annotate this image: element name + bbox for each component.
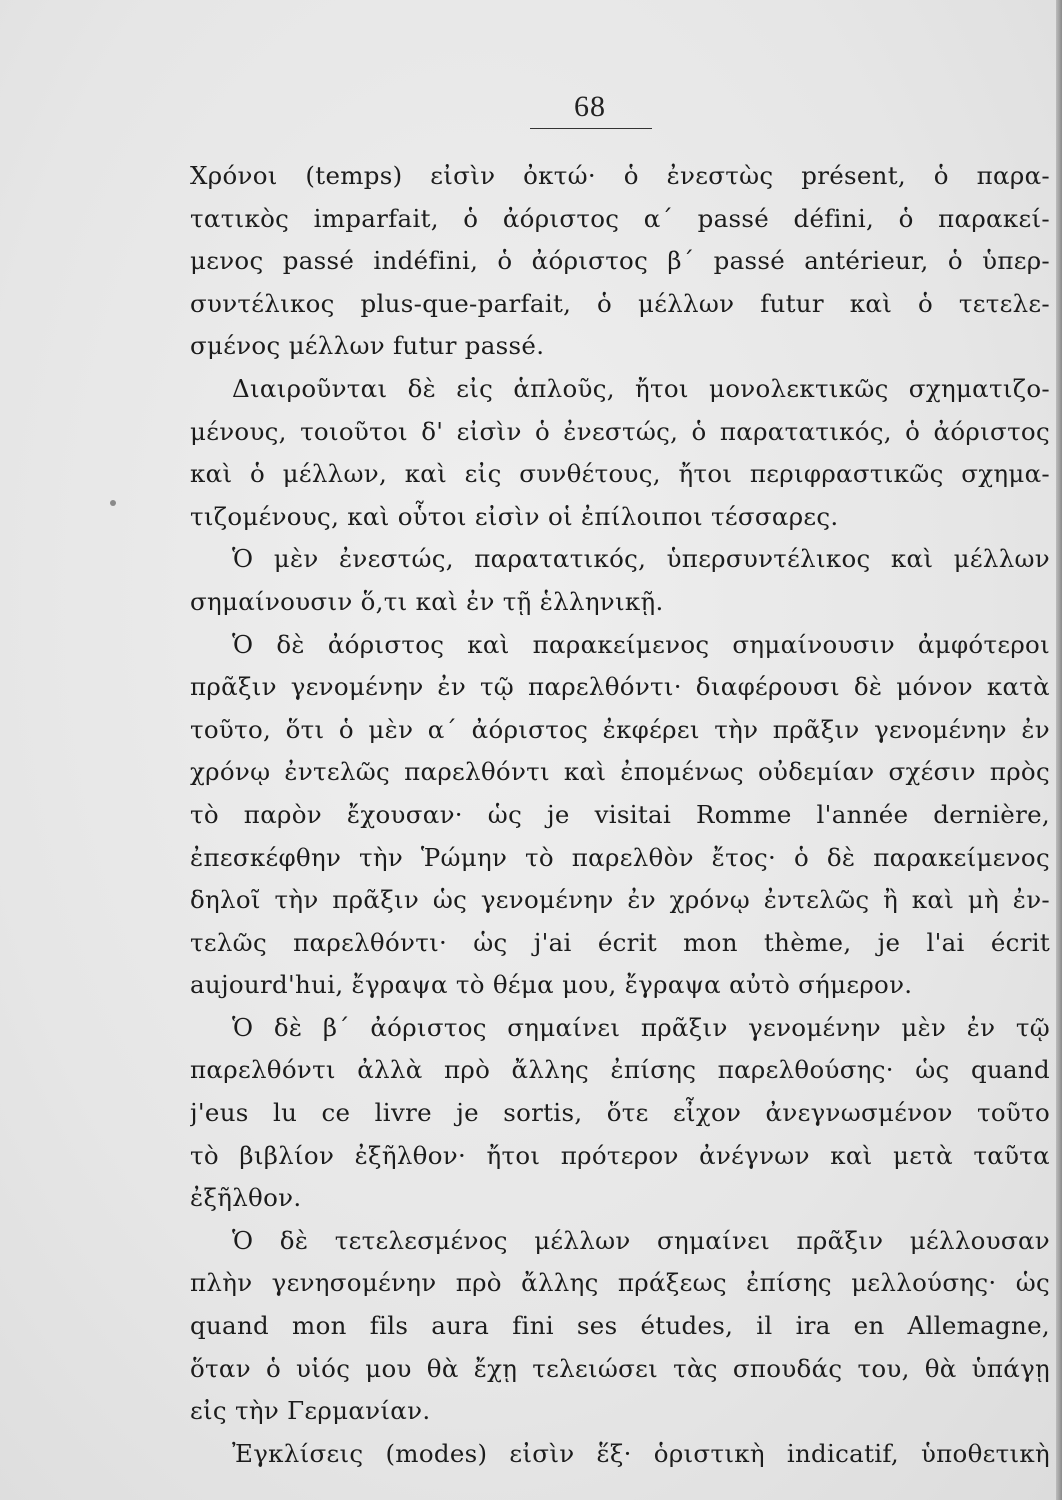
text-line: Διαιροῦνται δὲ εἰς ἁπλοῦς, ἤτοι μονολεκτικῶς σχηματιζο- — [232, 373, 1050, 403]
text-line: συντέλικος plus-que-parfait, ὁ μέλλων futur καὶ ὁ τετελε- — [190, 288, 1050, 318]
text-line: Ἐγκλίσεις (modes) εἰσὶν ἕξ· ὁριστικὴ indicatif, ὑποθετικὴ — [232, 1438, 1050, 1468]
text-line: aujourd'hui, ἔγραψα τὸ θέμα μου, ἔγραψα αὐτὸ σήμερον. — [190, 970, 913, 1000]
text-line: τὸ βιβλίον ἐξῆλθον· ἤτοι πρότερον ἀνέγνων καὶ μετὰ ταῦτα — [190, 1140, 1050, 1170]
text-line: τὸ παρὸν ἔχουσαν· ὡς je visitai Romme l'année dernière, — [190, 799, 1050, 829]
text-line: πλὴν γενησομένην πρὸ ἄλλης πράξεως ἐπίσης μελλούσης· ὡς — [190, 1268, 1050, 1298]
text-line: τατικὸς imparfait, ὁ ἀόριστος α΄ passé défini, ὁ παρακεί- — [190, 203, 1050, 233]
text-line: εἰς τὴν Γερμανίαν. — [190, 1396, 431, 1426]
text-line: Ὁ μὲν ἐνεστώς, παρατατικός, ὑπερσυντέλικος καὶ μέλλων — [232, 544, 1050, 574]
text-line: πρᾶξιν γενομένην ἐν τῷ παρελθόντι· διαφέρουσι δὲ μόνον κατὰ — [190, 672, 1050, 702]
text-line: ἐξῆλθον. — [190, 1183, 302, 1213]
text-line: ἐπεσκέφθην τὴν Ῥώμην τὸ παρελθὸν ἔτος· ὁ δὲ παρακείμενος — [190, 842, 1050, 872]
text-line: παρελθόντι ἀλλὰ πρὸ ἄλλης ἐπίσης παρελθούσης· ὡς quand — [190, 1055, 1050, 1085]
ink-spot — [110, 500, 116, 506]
text-line: j'eus lu ce livre je sortis, ὅτε εἶχον ἀνεγνωσμένον τοῦτο — [190, 1098, 1050, 1128]
text-line: σημαίνουσιν ὅ,τι καὶ ἐν τῇ ἑλληνικῇ. — [190, 586, 664, 616]
page-number: 68 — [574, 90, 606, 123]
text-line: Ὁ δὲ τετελεσμένος μέλλων σημαίνει πρᾶξιν μέλλουσαν — [232, 1225, 1050, 1255]
text-line: δηλοῖ τὴν πρᾶξιν ὡς γενομένην ἐν χρόνῳ ἐντελῶς ἢ καὶ μὴ ἐν- — [190, 885, 1050, 915]
text-line: Χρόνοι (temps) εἰσὶν ὀκτώ· ὁ ἐνεστὼς présent, ὁ παρα- — [190, 161, 1050, 190]
text-line: τιζομένους, καὶ οὗτοι εἰσὶν οἱ ἐπίλοιποι τέσσαρες. — [190, 501, 839, 531]
text-line: μένους, τοιοῦτοι δ' εἰσὶν ὁ ἐνεστώς, ὁ παρατατικός, ὁ ἀόριστος — [190, 416, 1050, 446]
text-line: σμένος μέλλων futur passé. — [190, 331, 545, 361]
page-number-rule — [530, 128, 652, 129]
text-line: τελῶς παρελθόντι· ὡς j'ai écrit mon thème, je l'ai écrit — [190, 927, 1050, 957]
text-line: Ὁ δὲ ἀόριστος καὶ παρακείμενος σημαίνουσιν ἀμφότεροι — [232, 629, 1050, 659]
text-line: Ὁ δὲ β΄ ἀόριστος σημαίνει πρᾶξιν γενομένην μὲν ἐν τῷ — [232, 1012, 1050, 1042]
text-line: τοῦτο, ὅτι ὁ μὲν α΄ ἀόριστος ἐκφέρει τὴν πρᾶξιν γενομένην ἐν — [190, 714, 1050, 744]
text-line: quand mon fils aura fini ses études, il ira en Allemagne, — [190, 1311, 1050, 1341]
body-text — [190, 155, 1050, 1475]
text-line: μενος passé indéfini, ὁ ἀόριστος β΄ passé antérieur, ὁ ὑπερ- — [190, 246, 1050, 276]
text-line: καὶ ὁ μέλλων, καὶ εἰς συνθέτους, ἤτοι περιφραστικῶς σχημα- — [190, 459, 1050, 489]
text-line: χρόνῳ ἐντελῶς παρελθόντι καὶ ἐπομένως οὐδεμίαν σχέσιν πρὸς — [190, 757, 1050, 787]
text-line: ὅταν ὁ υἱός μου θὰ ἔχῃ τελειώσει τὰς σπουδάς του, θὰ ὑπάγῃ — [190, 1353, 1050, 1383]
page-edge-shadow — [1056, 0, 1062, 1500]
